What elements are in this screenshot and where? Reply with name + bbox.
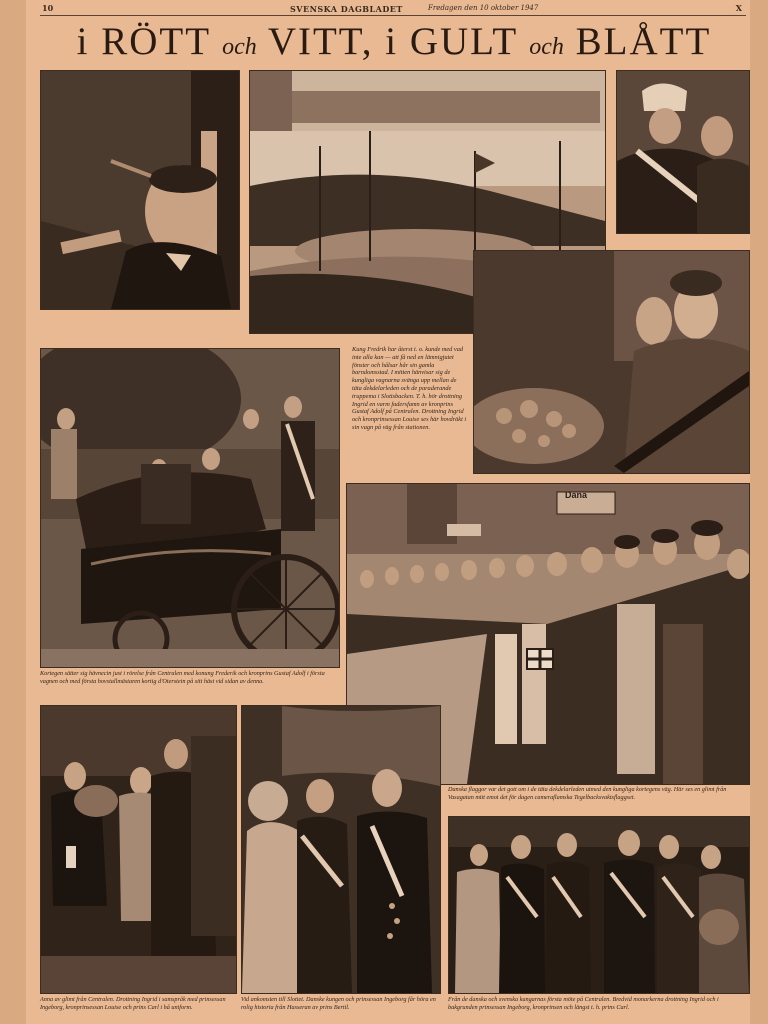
photo-king-at-train-window	[40, 70, 240, 310]
masthead: SVENSKA DAGBLADET	[290, 4, 403, 14]
section-marker: X	[735, 3, 742, 13]
page-number: 10	[42, 3, 54, 13]
caption-carriage: Kortegen sätter sig hävnecin just i rörelse från Centralen med konung Frederik och kronprins Gustaf Adolf i första vagnen och med första hovstallmästaren kortig d'Oterstein på sitt häst vid sidan av denna.	[40, 670, 325, 685]
headline-part-blue: BLÅTT	[575, 20, 712, 63]
headline-och-1: och	[222, 34, 257, 60]
photo-queen-in-carriage	[473, 250, 750, 474]
caption-slottet: Vid ankomsten till Slottet. Danske kungen och prinsessan Ingeborg får höra en rolig historia från Hasseran av prins Bertil.	[241, 996, 436, 1011]
headline-part-white-yellow: VITT, i GULT	[267, 20, 518, 63]
photo-queen-at-centralen	[40, 705, 237, 994]
story-text: Kung Fredrik har återst t. o. kunde med vad inte alla kan — att få ned en lämnigjutet fönster och hålsar hår sin gamla barndomsstad. I mitten hänvisar sig de kungliga vagnarna svänga upp mellan de täta dekdelarleden och de paraderande truppema i Slottsbacken. T. h. hör drottning Ingrid en varm fadersfamn av kronprins Gustaf Adolf på Centralen. Drottning Ingrid och kronprinsessan Louise ses här hovdräkt i sin vagn på väg från stationen.	[352, 346, 467, 431]
headline	[40, 18, 748, 66]
page-header	[40, 3, 746, 16]
photo-royals-meeting	[448, 816, 750, 994]
caption-crowd: Danska flaggor var det gott om i de täta dekdelarleden utmed den kungliga kortegens väg. Här ses en glimt från Vasagatan mitt emot det för dagen cameraflamska Tegelbacksvaktsflaggset.	[448, 786, 727, 801]
photo-royal-carriage	[40, 348, 340, 668]
headline-och-2: och	[529, 34, 564, 60]
photo-arrival-at-slottet	[241, 705, 441, 994]
issue-date: Fredagen den 10 oktober 1947	[428, 4, 539, 12]
caption-centralen: Anna av glimt från Centralen. Drottning Ingrid i samspråk med prinsessan Ingeborg, kronprinsessan Louise och prins Carl i hå uniform.	[40, 996, 226, 1011]
shop-sign-text: Dana	[565, 490, 588, 500]
headline-part-red: i RÖTT	[76, 20, 211, 63]
photo-officer-and-lady	[616, 70, 750, 234]
caption-royals: Från de danska och svenska kungarnas första möte på Centralen. Bredvid monarkerna drottning Ingrid och i bakgrunden prinsessan Ingeborg, kronprinsen och längst t. h. prins Carl.	[448, 996, 719, 1011]
